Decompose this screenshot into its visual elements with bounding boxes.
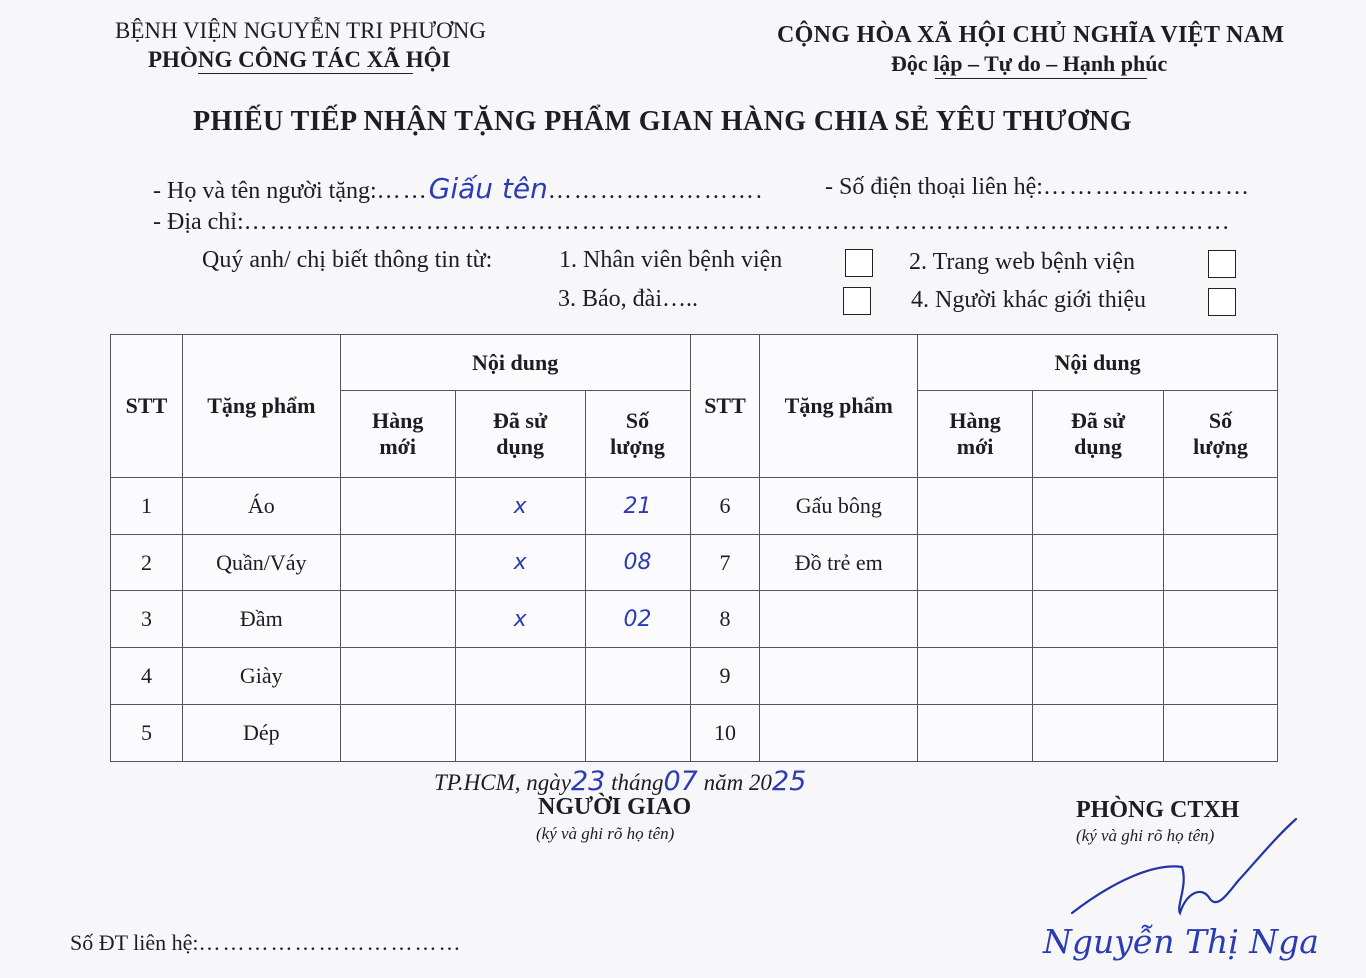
- header-content: Nội dung: [340, 335, 690, 391]
- source-option-2-label: 2. Trang web bệnh viện: [909, 249, 1135, 275]
- row-new-cell[interactable]: [918, 705, 1033, 762]
- row-qty-cell[interactable]: [585, 648, 690, 705]
- row-used-mark[interactable]: x: [455, 478, 585, 535]
- row-stt: 2: [111, 535, 183, 591]
- date-month[interactable]: 07: [663, 766, 698, 797]
- header-new: Hàng mới: [340, 391, 455, 478]
- row-used-cell[interactable]: [455, 648, 585, 705]
- row-used-cell[interactable]: [1033, 705, 1164, 762]
- table-row: [111, 591, 1278, 648]
- row-item: [760, 648, 918, 705]
- row-new-cell[interactable]: [340, 535, 455, 591]
- row-new-cell[interactable]: [340, 648, 455, 705]
- row-qty-value[interactable]: 21: [585, 478, 690, 535]
- row-stt: 3: [111, 591, 183, 648]
- row-qty-value[interactable]: 08: [585, 535, 690, 591]
- source-option-3-checkbox[interactable]: [843, 287, 871, 315]
- table-row: [111, 478, 1278, 535]
- row-stt: 6: [690, 478, 760, 535]
- header-content: Nội dung: [918, 335, 1278, 391]
- row-used-cell[interactable]: [1033, 478, 1164, 535]
- row-used-mark[interactable]: x: [455, 535, 585, 591]
- source-option-2-checkbox[interactable]: [1208, 250, 1236, 278]
- row-qty-cell[interactable]: [585, 705, 690, 762]
- row-item: [760, 705, 918, 762]
- row-stt: 5: [111, 705, 183, 762]
- source-option-4-label: 4. Người khác giới thiệu: [911, 287, 1147, 313]
- header-stt: STT: [111, 335, 183, 478]
- row-item: Đồ trẻ em: [760, 535, 918, 591]
- source-option-4-checkbox[interactable]: [1208, 288, 1236, 316]
- row-qty-cell[interactable]: [1163, 591, 1277, 648]
- row-used-cell[interactable]: [1033, 535, 1164, 591]
- table-row: [111, 648, 1278, 705]
- address-field: - Địa chỉ:……………………………………………………………………………………………………: [153, 209, 1232, 235]
- header-item: Tặng phẩm: [760, 335, 918, 478]
- donor-value[interactable]: Giấu tên: [428, 172, 548, 205]
- source-option-1-label: 1. Nhân viên bệnh viện: [559, 247, 783, 273]
- row-qty-cell[interactable]: [1163, 705, 1277, 762]
- row-item: Đầm: [182, 591, 340, 648]
- row-stt: 9: [690, 648, 760, 705]
- row-stt: 10: [690, 705, 760, 762]
- header-qty: Số lượng: [1163, 391, 1277, 478]
- row-qty-cell[interactable]: [1163, 478, 1277, 535]
- department-underline: [198, 73, 413, 74]
- row-item: Gấu bông: [760, 478, 918, 535]
- row-item: [760, 591, 918, 648]
- date-year-label: năm 20: [703, 770, 772, 795]
- row-stt: 7: [690, 535, 760, 591]
- table-row: [111, 535, 1278, 591]
- row-used-mark[interactable]: x: [455, 591, 585, 648]
- department-name: PHÒNG CÔNG TÁC XÃ HỘI: [148, 47, 451, 72]
- row-new-cell[interactable]: [340, 705, 455, 762]
- row-used-cell[interactable]: [1033, 648, 1164, 705]
- row-new-cell[interactable]: [340, 478, 455, 535]
- donation-table: [110, 334, 1278, 762]
- row-new-cell[interactable]: [918, 591, 1033, 648]
- address-label: - Địa chỉ:: [153, 209, 244, 235]
- row-stt: 4: [111, 648, 183, 705]
- date-day[interactable]: 23: [570, 766, 606, 797]
- row-item: Dép: [182, 705, 340, 762]
- footer-phone-label: Số ĐT liên hệ:: [70, 930, 199, 955]
- footer-phone: Số ĐT liên hệ:……………………………: [70, 930, 463, 955]
- document-title: PHIẾU TIẾP NHẬN TẶNG PHẨM GIAN HÀNG CHIA SẺ YÊU THƯƠNG: [193, 106, 1132, 137]
- row-item: Quần/Váy: [182, 535, 340, 591]
- row-qty-value[interactable]: 02: [585, 591, 690, 648]
- row-new-cell[interactable]: [918, 478, 1033, 535]
- hospital-name: BỆNH VIỆN NGUYỄN TRI PHƯƠNG: [115, 18, 486, 43]
- motto-underline: [935, 78, 1147, 79]
- row-item: Áo: [182, 478, 340, 535]
- row-used-cell[interactable]: [1033, 591, 1164, 648]
- donor-label: - Họ và tên người tặng:: [153, 178, 377, 204]
- row-new-cell[interactable]: [918, 648, 1033, 705]
- office-signer-name: Nguyễn Thị Nga: [1043, 922, 1319, 961]
- date-month-label: tháng: [611, 770, 664, 795]
- row-new-cell[interactable]: [340, 591, 455, 648]
- row-used-cell[interactable]: [455, 705, 585, 762]
- nation-heading: CỘNG HÒA XÃ HỘI CHỦ NGHĨA VIỆT NAM: [777, 22, 1285, 48]
- office-title: PHÒNG CTXH: [1076, 797, 1240, 823]
- row-item: Giày: [182, 648, 340, 705]
- deliverer-title: NGƯỜI GIAO: [538, 794, 692, 820]
- source-option-1-checkbox[interactable]: [845, 249, 873, 277]
- header-qty: Số lượng: [585, 391, 690, 478]
- phone-field: - Số điện thoại liên hệ:……………………: [825, 174, 1251, 200]
- row-qty-cell[interactable]: [1163, 648, 1277, 705]
- row-new-cell[interactable]: [918, 535, 1033, 591]
- deliverer-note: (ký và ghi rõ họ tên): [536, 824, 675, 843]
- header-used: Đã sử dụng: [1033, 391, 1164, 478]
- table-row: [111, 705, 1278, 762]
- row-qty-cell[interactable]: [1163, 535, 1277, 591]
- national-motto: Độc lập – Tự do – Hạnh phúc: [891, 51, 1168, 76]
- source-option-3-label: 3. Báo, đài…..: [558, 286, 698, 312]
- donor-field: - Họ và tên người tặng:……Giấu tên…………………….: [153, 172, 764, 205]
- header-item: Tặng phẩm: [182, 335, 340, 478]
- row-stt: 1: [111, 478, 183, 535]
- office-note: (ký và ghi rõ họ tên): [1076, 826, 1215, 845]
- header-used: Đã sử dụng: [455, 391, 585, 478]
- header-stt: STT: [690, 335, 760, 478]
- date-prefix: TP.HCM, ngày: [434, 770, 571, 795]
- office-signature-mark: [1060, 815, 1320, 925]
- date-year-suffix[interactable]: 25: [771, 766, 807, 797]
- date-line: [434, 766, 806, 797]
- row-stt: 8: [690, 591, 760, 648]
- header-new: Hàng mới: [918, 391, 1033, 478]
- source-label: Quý anh/ chị biết thông tin từ:: [202, 247, 493, 273]
- phone-label: - Số điện thoại liên hệ:: [825, 174, 1043, 200]
